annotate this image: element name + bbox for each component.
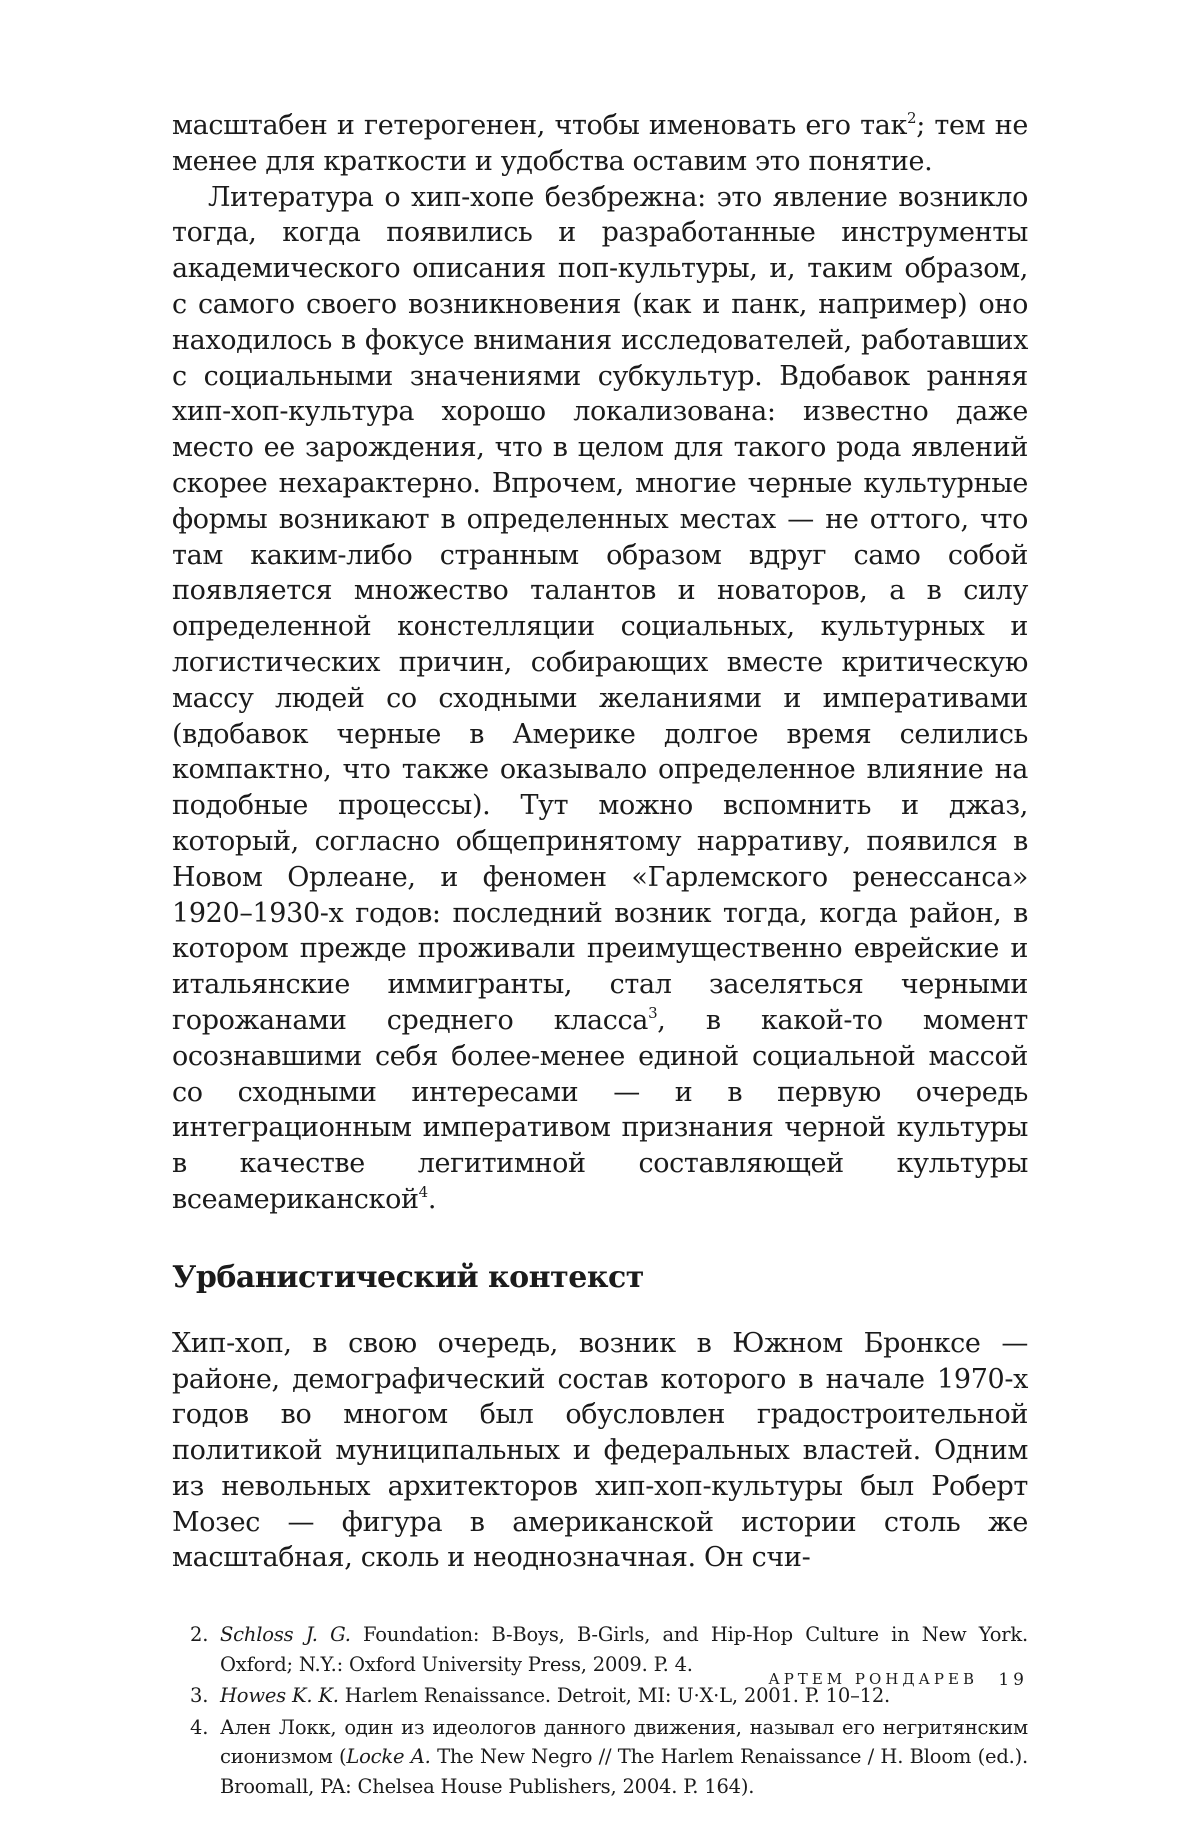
paragraph-text: масштабен и гетерогенен, чтобы именовать его так xyxy=(172,110,908,141)
footnote-4 xyxy=(190,1713,1029,1802)
footnote-text: The New Negro // The Harlem Renaissance / H. Bloom (ed.). Broomall, PA: Chelsea House Publishers, 2004. P. 164). xyxy=(220,1745,1029,1798)
section-heading: Урбанистический контекст xyxy=(172,1259,644,1295)
footnote-text: Ален Локк, один из идеологов данного движения, называл его негритянским сионизмом ( xyxy=(220,1715,1028,1769)
paragraph-text: . xyxy=(427,1183,437,1215)
footnote-number: 2. xyxy=(190,1623,209,1647)
footnotes-list xyxy=(172,1620,1028,1801)
footnote-number: 4. xyxy=(190,1715,209,1739)
paragraph-text: Литература о хип-хопе безбрежна: это явление возникло тогда, когда появились и разработанные инструменты академического описания поп-культуры, и, таким образом, с самого своего возникновения (как и панк, например) оно находилось в фокусе внимания исследователей, работавших с социальными значениями субкультур. Вдобавок ранняя хип-хоп-культура хорошо локализована: известно даже место ее зарождения, что в целом для такого рода явлений скорее нехарактерно. Впрочем, многие черные культурные формы возникают в определенных местах — не оттого, что там каким-либо странным образом вдруг само собой появляется множество талантов и новаторов, а в силу определенной констелляции социальных, культурных и логистических причин, собирающих вместе критическую массу людей со сходными желаниями и императивами (вдобавок черные в Америке долгое время селились компактно, что также оказывало определенное влияние на подобные процессы). Тут можно вспомнить и джаз, который, согласно общепринятому нарративу, появился в Новом Орлеане, и феномен «Гарлемского ренессанса» 1920–1930-х годов: последний возник тогда, когда район, в котором прежде проживали преимущественно еврейские и итальянские иммигранты, стал заселяться черными горожанами среднего класса xyxy=(172,181,1028,1036)
paragraph-continuation xyxy=(172,108,1028,180)
paragraph-text: , в какой-то момент осознавшими себя более-менее единой социальной массой со сходными интересами — и в первую очередь интеграционным императивом признания черной культуры в качестве легитимной составляющей культуры всеамериканской xyxy=(172,1004,1028,1215)
footnote-ref-2[interactable]: 2 xyxy=(907,109,917,127)
footnote-text: Harlem Renaissance. Detroit, MI: U·X·L, 2001. P. 10–12. xyxy=(344,1684,891,1708)
footnote-ref-4[interactable]: 4 xyxy=(418,1182,428,1201)
footnote-text: Foundation: B-Boys, B-Girls, and Hip-Hop Culture in New York. Oxford; N.Y.: Oxford University Press, 2009. P. 4. xyxy=(220,1623,1028,1676)
page-content xyxy=(172,108,1028,1803)
footnote-author: Howes K. K. xyxy=(220,1684,339,1708)
paragraph-hiphop-literature xyxy=(172,180,1028,1218)
footnote-author: Schloss J. G. xyxy=(220,1623,351,1647)
paragraph-south-bronx: Хип-хоп, в свою очередь, возник в Южном Бронксе — районе, демографический состав которого в начале 1970-х годов во многом был обусловлен градостроительной политикой муниципальных и федеральных властей. Одним из невольных архитекторов хип-хоп-культуры был Роберт Мозес — фигура в американской истории столь же масштабная, сколь и неоднозначная. Он счи- xyxy=(172,1327,1028,1574)
footnote-ref-3[interactable]: 3 xyxy=(648,1003,658,1022)
footnote-number: 3. xyxy=(190,1684,209,1708)
footer-author: АРТЕМ РОНДАРЕВ xyxy=(768,1670,978,1688)
footnote-author: Locke A. xyxy=(346,1745,431,1769)
page-number: 19 xyxy=(998,1670,1028,1690)
running-footer xyxy=(172,1670,1028,1700)
paragraph-text: ; тем не менее для краткости и удобства оставим это понятие. xyxy=(172,110,1028,177)
